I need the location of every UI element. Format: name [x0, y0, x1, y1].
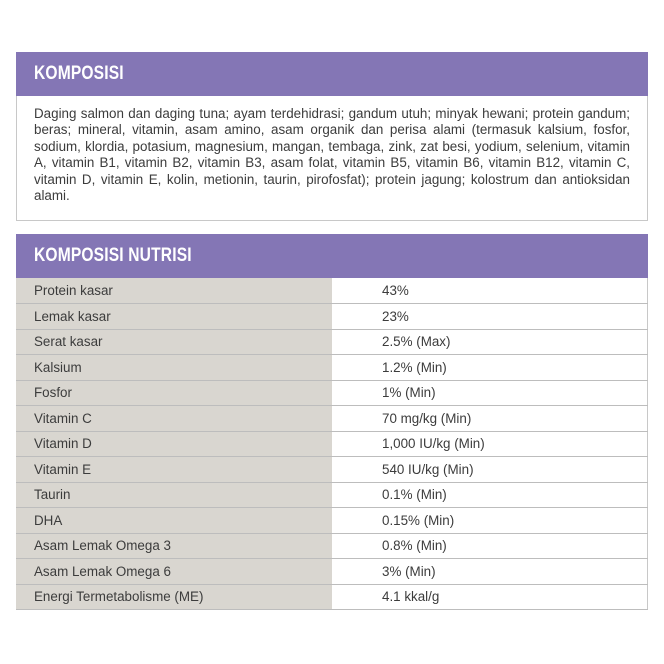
table-row [16, 457, 648, 483]
nutrient-value: 0.15% (Min) [332, 508, 648, 534]
table-row [16, 559, 648, 585]
nutrient-value: 1.2% (Min) [332, 355, 648, 381]
table-row [16, 329, 648, 355]
nutrition-title: KOMPOSISI NUTRISI [34, 245, 192, 266]
nutrient-value: 0.1% (Min) [332, 482, 648, 508]
table-row [16, 278, 648, 304]
nutrient-label: Vitamin D [16, 431, 332, 457]
nutrient-label: Kalsium [16, 355, 332, 381]
nutrient-label: Protein kasar [16, 278, 332, 304]
table-row [16, 431, 648, 457]
nutrient-value: 0.8% (Min) [332, 533, 648, 559]
nutrient-value: 1,000 IU/kg (Min) [332, 431, 648, 457]
nutrient-value: 4.1 kkal/g [332, 584, 648, 610]
nutrient-label: Asam Lemak Omega 6 [16, 559, 332, 585]
nutrient-value: 2.5% (Max) [332, 329, 648, 355]
table-row [16, 482, 648, 508]
composition-text: Daging salmon dan daging tuna; ayam terdehidrasi; gandum utuh; minyak hewani; protein gandum; beras; mineral, vitamin, asam amino, asam organik dan perisa alami (termasuk kalsium, fosfor, sodium, klordia, potasium, magnesium, mangan, tembaga, zink, zat besi, yodium, selenium, vitamin A, vitamin B1, vitamin B2, vitamin B3, asam folat, vitamin B5, vitamin B6, vitamin B12, vitamin C, vitamin D, vitamin E, kolin, metionin, taurin, pirofosfat); protein jagung; kolostrum dan antioksidan alami. [16, 96, 648, 221]
nutrient-label: Fosfor [16, 380, 332, 406]
nutrient-label: Serat kasar [16, 329, 332, 355]
nutrient-label: Asam Lemak Omega 3 [16, 533, 332, 559]
nutrient-value: 3% (Min) [332, 559, 648, 585]
nutrient-label: Energi Termetabolisme (ME) [16, 584, 332, 610]
nutrient-value: 70 mg/kg (Min) [332, 406, 648, 432]
table-row [16, 533, 648, 559]
table-row [16, 355, 648, 381]
nutrition-panel [16, 234, 648, 610]
nutrient-value: 23% [332, 304, 648, 330]
nutrient-value: 540 IU/kg (Min) [332, 457, 648, 483]
table-row [16, 304, 648, 330]
table-row [16, 380, 648, 406]
nutrient-value: 1% (Min) [332, 380, 648, 406]
nutrient-label: Taurin [16, 482, 332, 508]
composition-header [16, 52, 648, 96]
nutrition-table [16, 278, 648, 610]
nutrition-header [16, 234, 648, 278]
table-row [16, 508, 648, 534]
nutrient-label: Vitamin E [16, 457, 332, 483]
nutrient-label: Lemak kasar [16, 304, 332, 330]
nutrient-label: DHA [16, 508, 332, 534]
table-row [16, 584, 648, 610]
table-row [16, 406, 648, 432]
nutrient-label: Vitamin C [16, 406, 332, 432]
nutrient-value: 43% [332, 278, 648, 304]
composition-panel [16, 52, 648, 221]
composition-title: KOMPOSISI [34, 63, 124, 84]
